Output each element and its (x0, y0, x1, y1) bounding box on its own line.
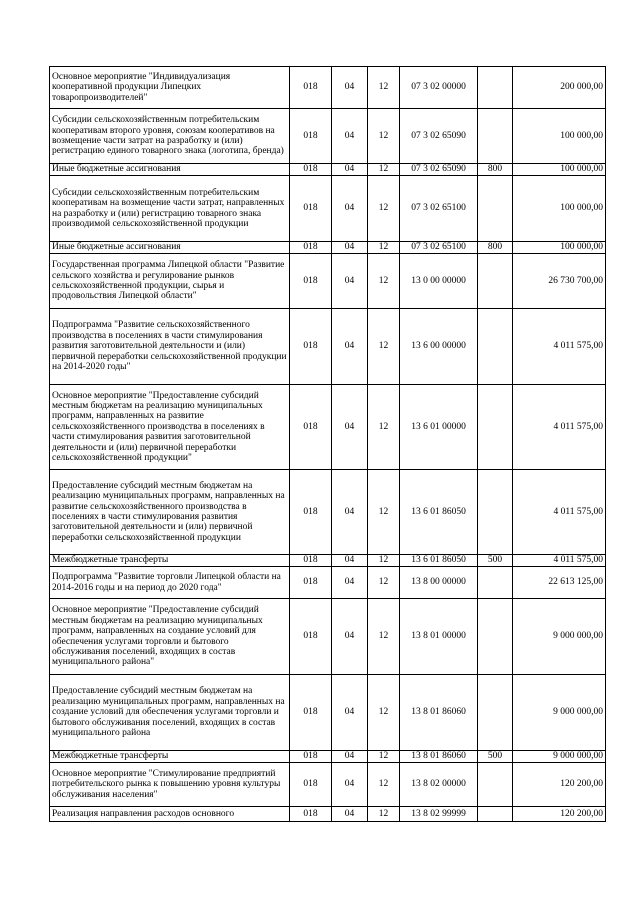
section-code: 04 (332, 309, 368, 385)
budget-table (49, 66, 606, 822)
section-code: 04 (332, 599, 368, 675)
table-row (50, 763, 606, 807)
row-description: Субсидии сельскохозяйственным потребительским кооперативам второго уровня, союзам кооперативов на возмещение части затрат на разработку и (или) регистрацию единого товарного знака (логотипа, бренда) (50, 109, 290, 164)
table-row (50, 164, 606, 176)
row-description: Основное мероприятие "Предоставление субсидий местным бюджетам на реализацию муниципальных программ, направленных на развитие сельскохозяйственного производства в поселениях в части стимулирования развития заготовительной деятельности и (или) первичной переработки сельскохозяйственной продукции" (50, 385, 290, 470)
target-article-code: 13 6 00 00000 (400, 309, 478, 385)
amount: 9 000 000,00 (513, 675, 606, 751)
row-description: Подпрограмма "Развитие торговли Липецкой области на 2014-2016 годы и на период до 2020 года" (50, 567, 290, 599)
row-description: Межбюджетные трансферты (50, 555, 290, 567)
budget-page (49, 66, 605, 822)
subsection-code: 12 (368, 599, 400, 675)
row-description: Основное мероприятие "Предоставление субсидий местным бюджетам на реализацию муниципальных программ, направленных на создание условий для обеспечения услугами торговли и бытового обслуживания поселений, входящих в состав муниципального района" (50, 599, 290, 675)
subsection-code: 12 (368, 109, 400, 164)
expense-type-code (478, 385, 513, 470)
expense-type-code (478, 254, 513, 309)
ministry-code: 018 (290, 254, 332, 309)
section-code: 04 (332, 176, 368, 242)
subsection-code: 12 (368, 470, 400, 555)
target-article-code: 07 3 02 65100 (400, 242, 478, 254)
table-row (50, 242, 606, 254)
table-row (50, 675, 606, 751)
expense-type-code (478, 67, 513, 109)
target-article-code: 13 6 01 86050 (400, 470, 478, 555)
ministry-code: 018 (290, 751, 332, 763)
subsection-code: 12 (368, 242, 400, 254)
amount: 26 730 700,00 (513, 254, 606, 309)
subsection-code: 12 (368, 309, 400, 385)
target-article-code: 13 8 02 99999 (400, 807, 478, 822)
row-description: Подпрограмма "Развитие сельскохозяйственного производства в поселениях в части стимулирования развития заготовительной деятельности и (или) первичной переработки сельскохозяйственной продукции на 2014-2020 годы" (50, 309, 290, 385)
expense-type-code: 800 (478, 242, 513, 254)
subsection-code: 12 (368, 555, 400, 567)
target-article-code: 13 0 00 00000 (400, 254, 478, 309)
expense-type-code (478, 109, 513, 164)
subsection-code: 12 (368, 567, 400, 599)
amount: 200 000,00 (513, 67, 606, 109)
subsection-code: 12 (368, 807, 400, 822)
subsection-code: 12 (368, 751, 400, 763)
table-row (50, 567, 606, 599)
row-description: Иные бюджетные ассигнования (50, 242, 290, 254)
target-article-code: 07 3 02 65090 (400, 109, 478, 164)
table-row (50, 470, 606, 555)
row-description: Иные бюджетные ассигнования (50, 164, 290, 176)
amount: 4 011 575,00 (513, 555, 606, 567)
ministry-code: 018 (290, 555, 332, 567)
amount: 4 011 575,00 (513, 309, 606, 385)
row-description: Основное мероприятие "Стимулирование предприятий потребительского рынка к повышению уровня культуры обслуживания населения" (50, 763, 290, 807)
expense-type-code (478, 599, 513, 675)
section-code: 04 (332, 555, 368, 567)
amount: 100 000,00 (513, 164, 606, 176)
section-code: 04 (332, 164, 368, 176)
ministry-code: 018 (290, 67, 332, 109)
table-row (50, 67, 606, 109)
table-row (50, 109, 606, 164)
subsection-code: 12 (368, 164, 400, 176)
table-row (50, 176, 606, 242)
expense-type-code (478, 807, 513, 822)
target-article-code: 13 8 01 86060 (400, 675, 478, 751)
table-row (50, 385, 606, 470)
expense-type-code: 500 (478, 751, 513, 763)
section-code: 04 (332, 254, 368, 309)
table-row (50, 807, 606, 822)
subsection-code: 12 (368, 176, 400, 242)
target-article-code: 13 8 00 00000 (400, 567, 478, 599)
table-row (50, 309, 606, 385)
row-description: Межбюджетные трансферты (50, 751, 290, 763)
ministry-code: 018 (290, 567, 332, 599)
row-description: Предоставление субсидий местным бюджетам на реализацию муниципальных программ, направленных на развитие сельскохозяйственного производства в поселениях в части стимулирования развития заготовительной деятельности и (или) первичной переработки сельскохозяйственной продукции (50, 470, 290, 555)
expense-type-code (478, 675, 513, 751)
ministry-code: 018 (290, 109, 332, 164)
ministry-code: 018 (290, 309, 332, 385)
expense-type-code (478, 567, 513, 599)
expense-type-code (478, 470, 513, 555)
section-code: 04 (332, 109, 368, 164)
target-article-code: 13 6 01 86050 (400, 555, 478, 567)
target-article-code: 13 6 01 00000 (400, 385, 478, 470)
amount: 100 000,00 (513, 176, 606, 242)
ministry-code: 018 (290, 763, 332, 807)
row-description: Государственная программа Липецкой области "Развитие сельского хозяйства и регулирование рынков сельскохозяйственной продукции, сырья и продовольствия Липецкой области" (50, 254, 290, 309)
table-row (50, 254, 606, 309)
table-row (50, 751, 606, 763)
section-code: 04 (332, 675, 368, 751)
target-article-code: 07 3 02 65100 (400, 176, 478, 242)
amount: 4 011 575,00 (513, 470, 606, 555)
row-description: Реализация направления расходов основного (50, 807, 290, 822)
ministry-code: 018 (290, 242, 332, 254)
ministry-code: 018 (290, 470, 332, 555)
ministry-code: 018 (290, 385, 332, 470)
amount: 100 000,00 (513, 242, 606, 254)
ministry-code: 018 (290, 599, 332, 675)
amount: 120 200,00 (513, 763, 606, 807)
subsection-code: 12 (368, 675, 400, 751)
row-description: Предоставление субсидий местным бюджетам на реализацию муниципальных программ, направленных на создание условий для обеспечения услугами торговли и бытового обслуживания поселений, входящих в состав муниципального района (50, 675, 290, 751)
target-article-code: 13 8 01 86060 (400, 751, 478, 763)
target-article-code: 13 8 02 00000 (400, 763, 478, 807)
expense-type-code: 800 (478, 164, 513, 176)
section-code: 04 (332, 807, 368, 822)
section-code: 04 (332, 751, 368, 763)
section-code: 04 (332, 567, 368, 599)
table-row (50, 599, 606, 675)
amount: 22 613 125,00 (513, 567, 606, 599)
ministry-code: 018 (290, 176, 332, 242)
subsection-code: 12 (368, 763, 400, 807)
target-article-code: 13 8 01 00000 (400, 599, 478, 675)
subsection-code: 12 (368, 67, 400, 109)
expense-type-code (478, 176, 513, 242)
expense-type-code (478, 763, 513, 807)
amount: 4 011 575,00 (513, 385, 606, 470)
section-code: 04 (332, 763, 368, 807)
table-body (50, 67, 606, 822)
target-article-code: 07 3 02 65090 (400, 164, 478, 176)
section-code: 04 (332, 470, 368, 555)
section-code: 04 (332, 385, 368, 470)
ministry-code: 018 (290, 807, 332, 822)
expense-type-code: 500 (478, 555, 513, 567)
ministry-code: 018 (290, 164, 332, 176)
row-description: Основное мероприятие "Индивидуализация кооперативной продукции Липецких товаропроизводителей" (50, 67, 290, 109)
section-code: 04 (332, 242, 368, 254)
ministry-code: 018 (290, 675, 332, 751)
amount: 100 000,00 (513, 109, 606, 164)
row-description: Субсидии сельскохозяйственным потребительским кооперативам на возмещение части затрат, направленных на разработку и (или) регистрацию товарного знака производимой сельскохозяйственной продукции (50, 176, 290, 242)
amount: 9 000 000,00 (513, 751, 606, 763)
section-code: 04 (332, 67, 368, 109)
amount: 9 000 000,00 (513, 599, 606, 675)
table-row (50, 555, 606, 567)
amount: 120 200,00 (513, 807, 606, 822)
expense-type-code (478, 309, 513, 385)
subsection-code: 12 (368, 254, 400, 309)
target-article-code: 07 3 02 00000 (400, 67, 478, 109)
subsection-code: 12 (368, 385, 400, 470)
